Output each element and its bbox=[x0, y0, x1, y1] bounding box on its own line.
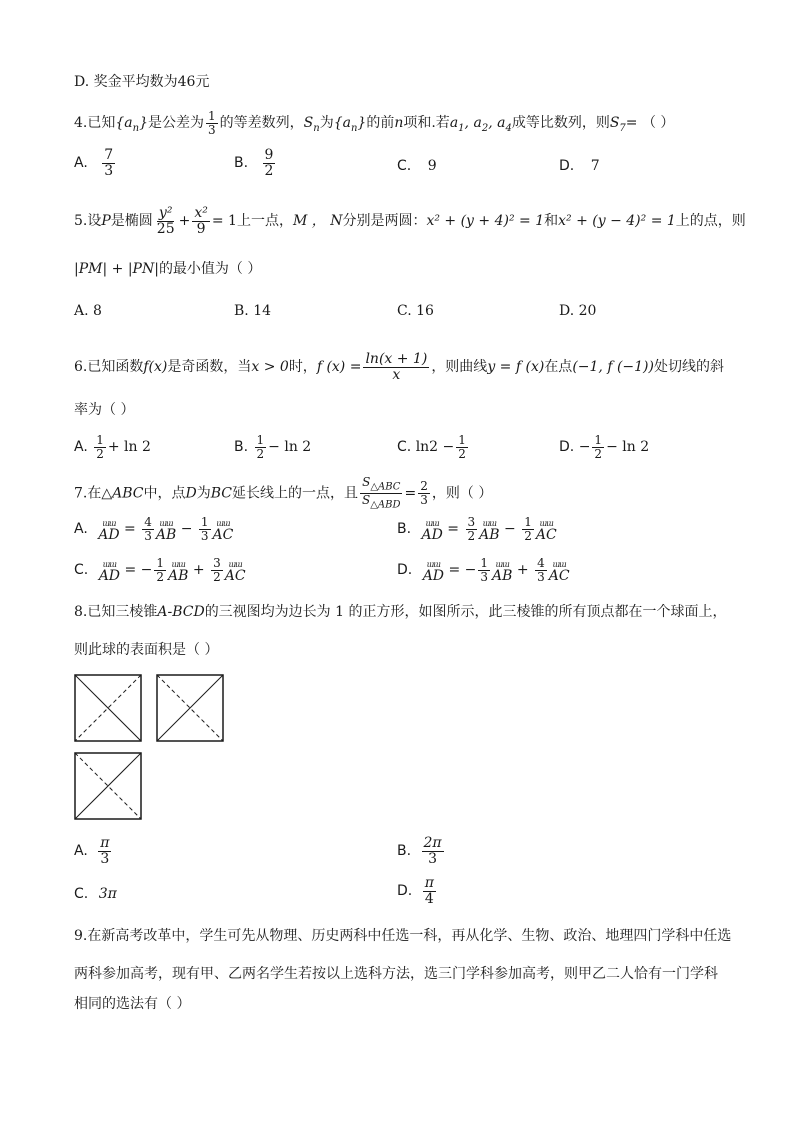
q8-option-a: A. $\frac{\pi}{3}$ bbox=[74, 835, 110, 867]
front-view-diagram bbox=[74, 674, 142, 742]
question-6-stem-line2: 率为（ ） bbox=[74, 402, 135, 418]
question-4-stem: 4.已知$\{a_n\}$是公差为 $\frac{1}{3}$ 的等差数列，$S_n$为$\{a_n\}$的前n项和.若$a_1$, $a_2$, $a_4$成等比数列，则$S_7=$ （ ） bbox=[74, 109, 675, 137]
question-8-stem: 8.已知三棱锥A-BCD的三视图均为边长为 1 的正方形，如图所示，此三棱锥的所有顶点都在一个球面上， bbox=[74, 604, 727, 620]
q6-option-c: C. ln2 − $\frac{1}{2}$ bbox=[397, 433, 466, 461]
question-5-stem-line2: |PM| + |PN|的最小值为（ ） bbox=[74, 261, 262, 277]
q6-option-d: D. − $\frac{1}{2}$ − ln 2 bbox=[559, 433, 650, 461]
question-9-stem-line2: 两科参加高考，现有甲、乙两名学生若按以上选科方法，选三门学科参加高考，则甲乙二人恰有一门学科 bbox=[74, 966, 718, 982]
question-9-stem-line1: 9.在新高考改革中，学生可先从物理、历史两科中任选一科，再从化学、生物、政治、地理四门学科中任选 bbox=[74, 928, 732, 944]
q8-option-c: C. 3π bbox=[74, 886, 117, 902]
side-view-diagram bbox=[156, 674, 224, 742]
q4-option-a: A. $\frac{7}{3}$ bbox=[74, 147, 114, 179]
q7-option-c: C. ɯɯ AD = − $\frac{1}{2}$ ɯɯ AB + $\frac{3}{2}$ ɯɯ AC bbox=[74, 556, 246, 585]
question-7-stem: 7.在△ABC中，点D为BC延长线上的一点，且 $\frac{S_{\triangle ABC}}{S_{\triangle ABD}}$ = $\frac{2}{3}$ ，则（ ） bbox=[74, 475, 493, 511]
q7-option-a: A. ɯɯ AD = $\frac{4}{3}$ ɯɯ AB − $\frac{1}{3}$ ɯɯ AC bbox=[74, 515, 234, 544]
top-view-diagram bbox=[74, 752, 142, 820]
q3-option-d: D. 奖金平均数为46元 bbox=[74, 74, 210, 90]
fraction-1-3: $\frac{1}{3}$ bbox=[208, 109, 216, 137]
question-5-stem: 5.设P是椭圆 $\frac{\text{y²}}{25}$ + $\frac{\text{x²}}{9}$ = 1上一点，M ， N分别是两圆：x² + (y + 4)² = 1和x² + (y − 4)² = 1上的点，则 bbox=[74, 205, 746, 237]
q5-option-c: C. 16 bbox=[397, 303, 434, 319]
q8-option-d: D. $\frac{\pi}{4}$ bbox=[397, 875, 434, 907]
q8-option-b: B. $\frac{2\pi}{3}$ bbox=[397, 835, 442, 867]
seq-an: $\{a_n\}$ bbox=[115, 115, 148, 134]
q7-option-b: B. ɯɯ AD = $\frac{3}{2}$ ɯɯ AB − $\frac{1}{2}$ ɯɯ AC bbox=[397, 515, 557, 544]
q6-option-a: A. $\frac{1}{2}$ + ln 2 bbox=[74, 433, 151, 461]
q4-option-d: D. 7 bbox=[559, 158, 600, 174]
question-6-stem: 6.已知函数f(x)是奇函数，当x > 0时，f (x) = $\frac{\ln(x + 1)}{x}$ ，则曲线y = f (x)在点(−1, f (−1))处切线的斜 bbox=[74, 351, 724, 383]
q7-option-d: D. ɯɯ AD = − $\frac{1}{3}$ ɯɯ AB + $\frac{4}{3}$ ɯɯ AC bbox=[397, 556, 570, 585]
q5-option-d: D. 20 bbox=[559, 303, 597, 319]
q6-option-b: B. $\frac{1}{2}$ − ln 2 bbox=[234, 433, 312, 461]
q4-option-c: C. 9 bbox=[397, 158, 437, 174]
question-8-stem-line2: 则此球的表面积是（ ） bbox=[74, 642, 219, 658]
q5-option-a: A. 8 bbox=[74, 303, 102, 319]
q5-option-b: B. 14 bbox=[234, 303, 272, 319]
q4-option-b: B. $\frac{9}{2}$ bbox=[234, 147, 274, 179]
question-9-stem-line3: 相同的选法有（ ） bbox=[74, 996, 191, 1012]
